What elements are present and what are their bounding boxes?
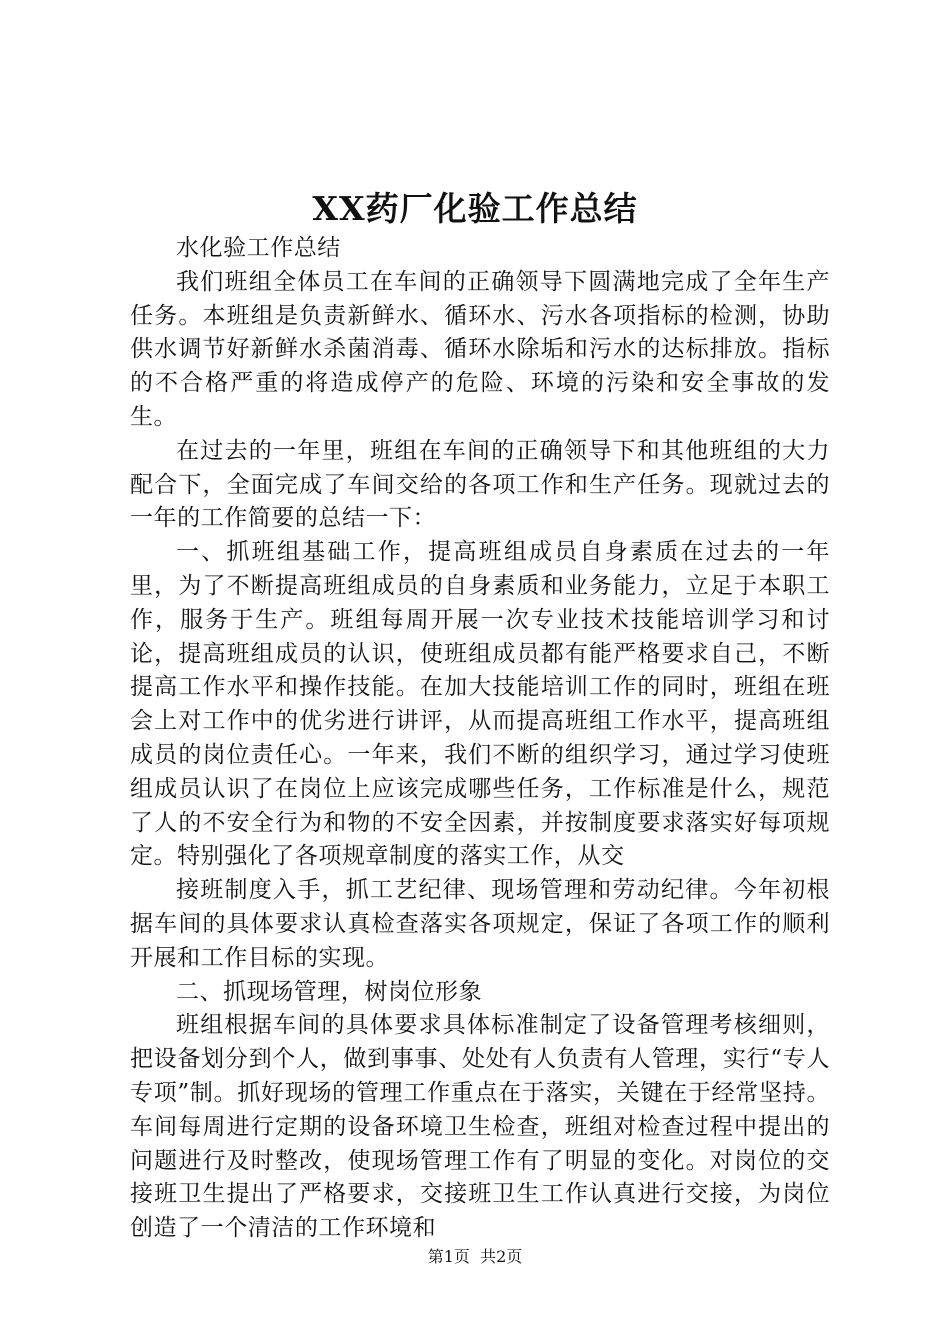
document-title: XX药厂化验工作总结 xyxy=(312,189,638,228)
paragraph-intro: 我们班组全体员工在车间的正确领导下圆满地完成了全年生产任务。本班组是负责新鲜水、循环水、污水各项指标的检测，协助供水调节好新鲜水杀菌消毒、循环水除垢和污水的达标排放。指标的不合格严重的将造成停产的危险、环境的污染和安全事故的发生。 xyxy=(130,268,830,430)
paragraph-section-one-cont: 接班制度入手，抓工艺纪律、现场管理和劳动纪律。今年初根据车间的具体要求认真检查落实各项规定，保证了各项工作的顺利开展和工作目标的实现。 xyxy=(130,877,830,971)
paragraph-section-two: 班组根据车间的具体要求具体标准制定了设备管理考核细则，把设备划分到个人，做到事事、处处有人负责有人管理，实行“专人专项”制。抓好现场的管理工作重点在于落实，关键在于经常坚持。车间每周进行定期的设备环境卫生检查，班组对检查过程中提出的问题进行及时整改，使现场管理工作有了明显的变化。对岗位的交接班卫生提出了严格要求，交接班卫生工作认真进行交接，为岗位创造了一个清洁的工作环境和 xyxy=(130,1012,830,1242)
paragraph-section-one: 一、抓班组基础工作，提高班组成员自身素质在过去的一年里，为了不断提高班组成员的自身素质和业务能力，立足于本职工作，服务于生产。班组每周开展一次专业技术技能培训学习和讨论，提高班组成员的认识，使班组成员都有能严格要求自己，不断提高工作水平和操作技能。在加大技能培训工作的同时，班组在班会上对工作中的优劣进行讲评，从而提高班组工作水平，提高班组成员的岗位责任心。一年来，我们不断的组织学习，通过学习使班组成员认识了在岗位上应该完成哪些任务，工作标准是什么，规范了人的不安全行为和物的不安全因素，并按制度要求落实好每项规定。特别强化了各项规章制度的落实工作，从交 xyxy=(130,539,830,870)
page-number: 第1页 xyxy=(427,1247,470,1266)
document-body xyxy=(130,232,830,1246)
page-total: 共2页 xyxy=(480,1247,523,1266)
paragraph-overview: 在过去的一年里，班组在车间的正确领导下和其他班组的大力配合下，全面完成了车间交给的各项工作和生产任务。现就过去的一年的工作简要的总结一下： xyxy=(130,437,830,532)
page-footer xyxy=(0,1246,950,1268)
paragraph-subtitle: 水化验工作总结 xyxy=(176,235,341,261)
paragraph-section-two-heading: 二、抓现场管理，树岗位形象 xyxy=(176,978,483,1005)
